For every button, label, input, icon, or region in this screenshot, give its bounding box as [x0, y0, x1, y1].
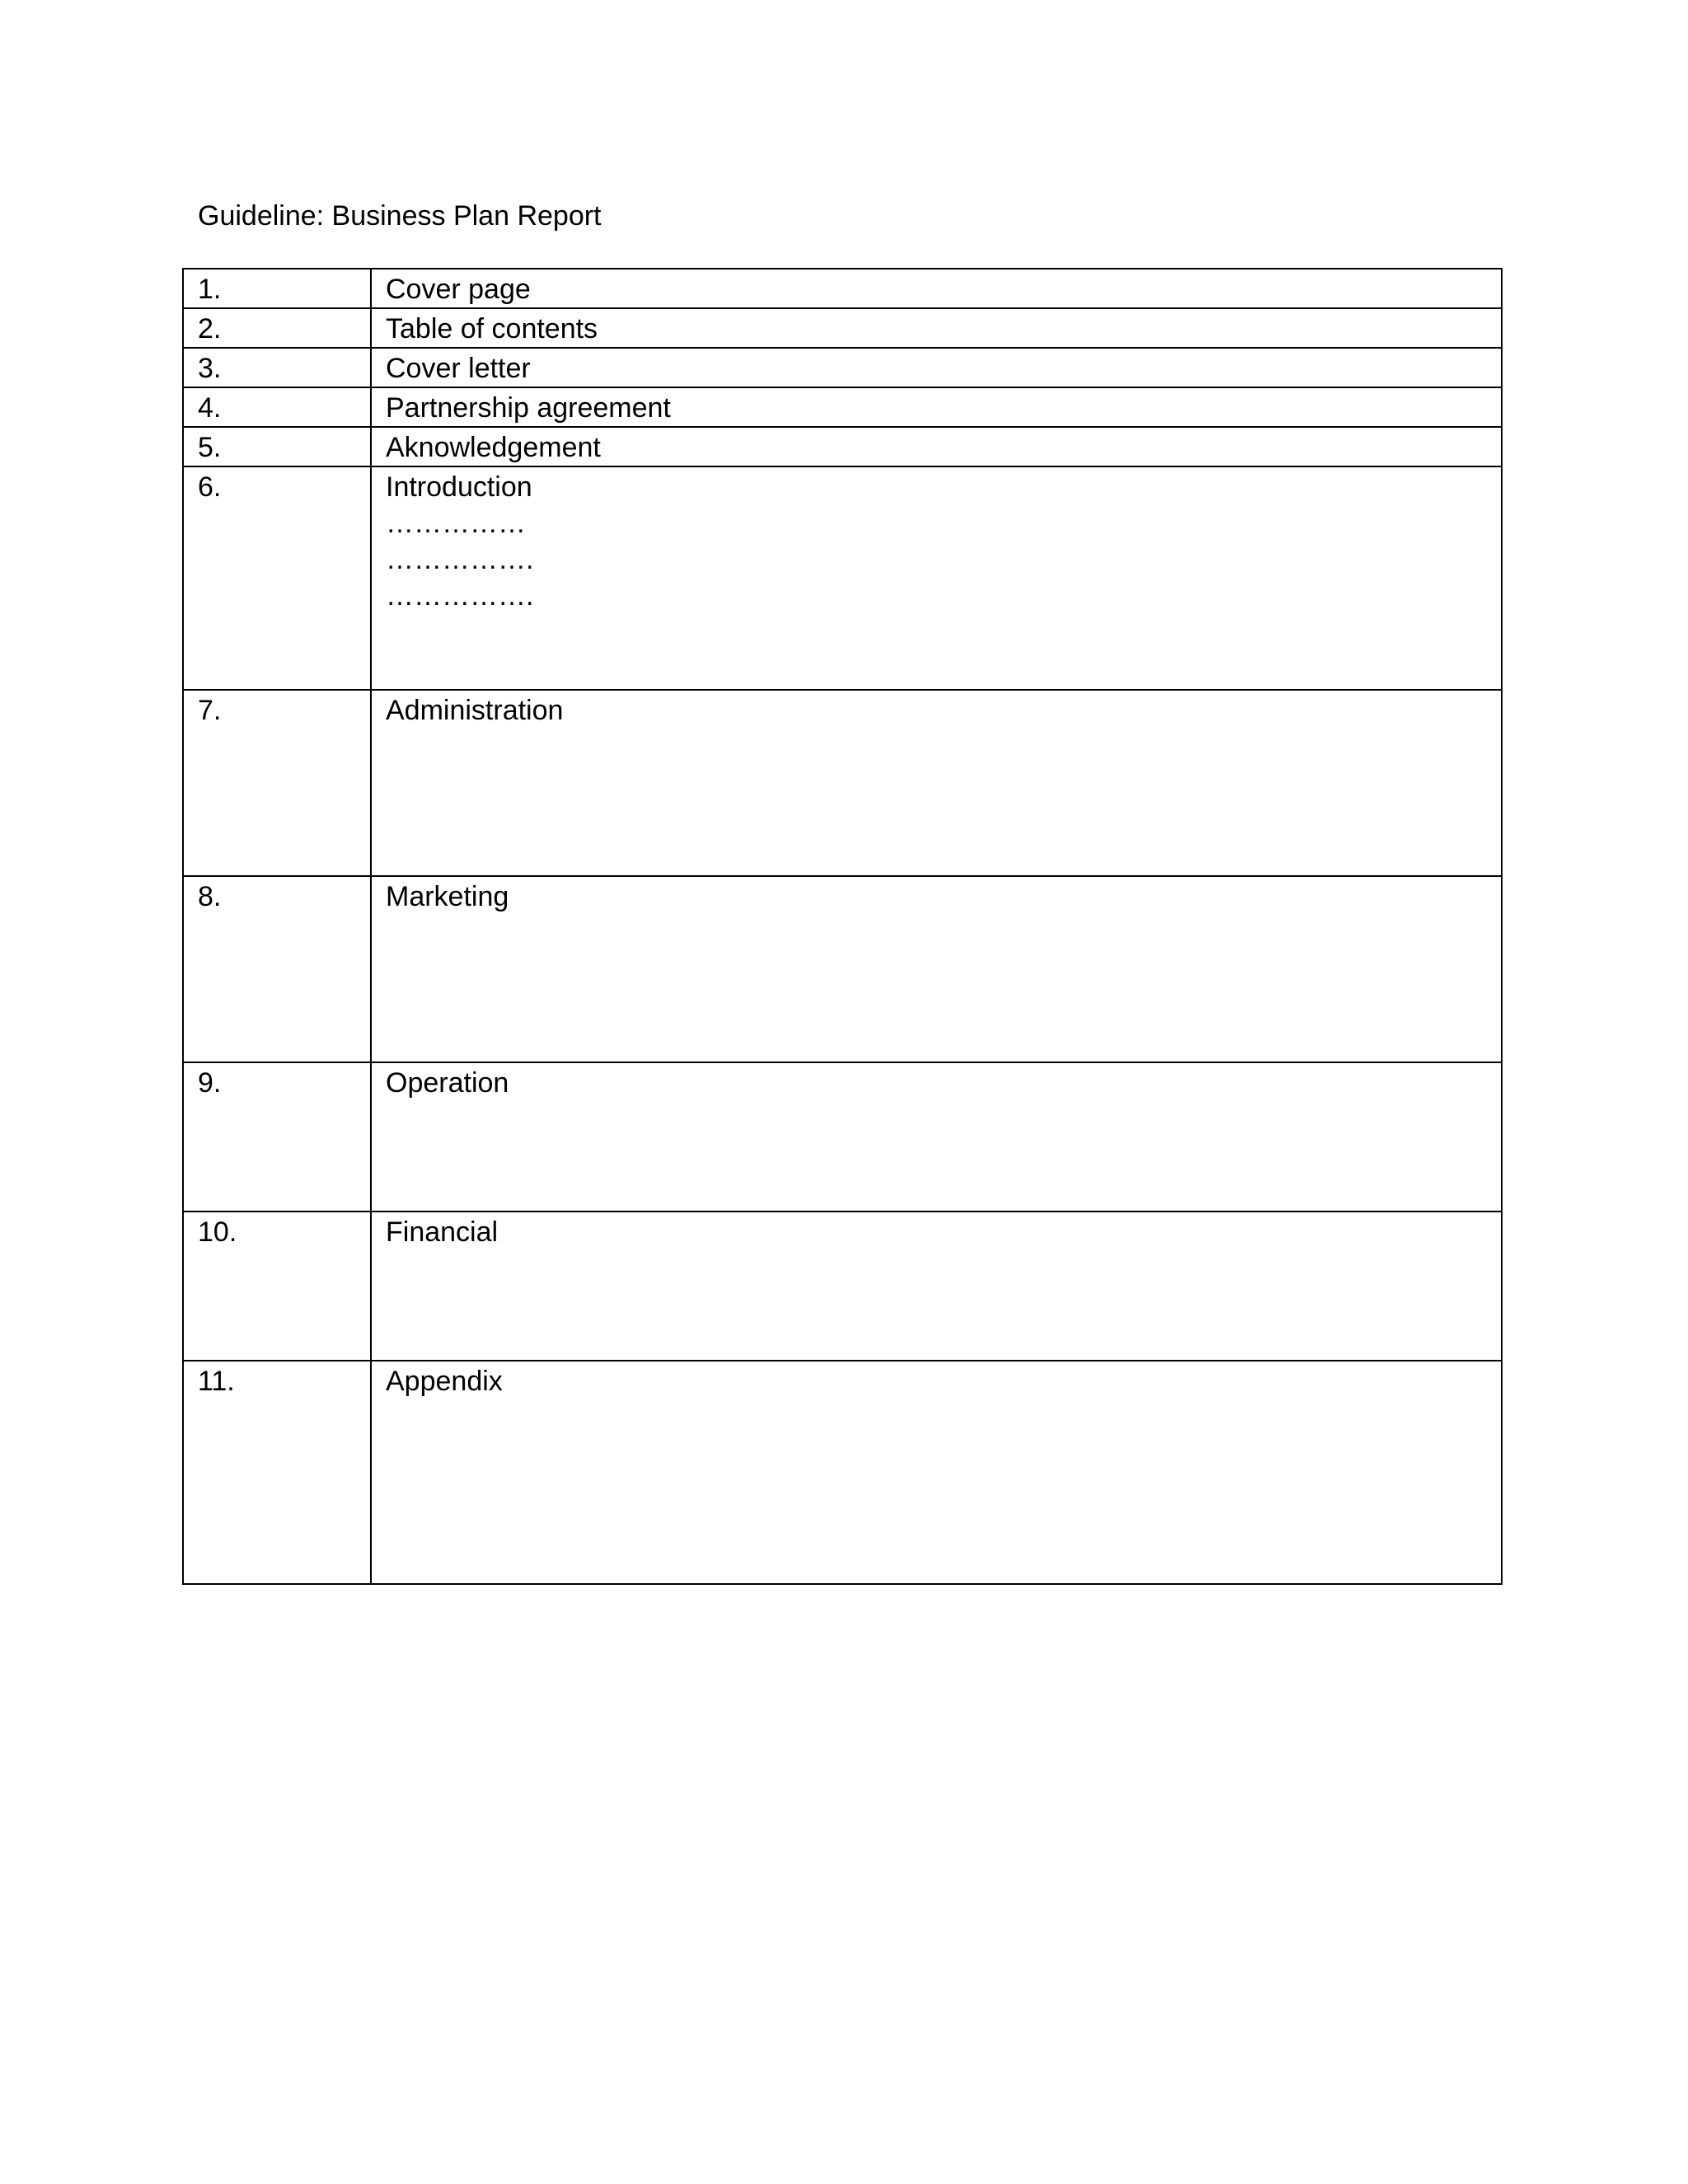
- section-title: Operation: [371, 1062, 1502, 1212]
- section-number: 4.: [183, 387, 371, 427]
- table-row: [183, 427, 1502, 466]
- page-title: Guideline: Business Plan Report: [198, 200, 602, 232]
- section-number: 3.: [183, 348, 371, 387]
- section-title: Aknowledgement: [371, 427, 1502, 466]
- section-number: 7.: [183, 690, 371, 876]
- section-number: 5.: [183, 427, 371, 466]
- section-number: 10.: [183, 1212, 371, 1361]
- section-title: Administration: [371, 690, 1502, 876]
- section-number: 11.: [183, 1361, 371, 1584]
- table-row: [183, 466, 1502, 690]
- section-number: 8.: [183, 876, 371, 1062]
- table-row: [183, 876, 1502, 1062]
- placeholder-dots: …………….: [386, 544, 534, 575]
- section-title: Marketing: [371, 876, 1502, 1062]
- section-cell: [371, 466, 1502, 690]
- table-row: [183, 387, 1502, 427]
- section-number: 1.: [183, 269, 371, 308]
- table-row: [183, 348, 1502, 387]
- section-title: Introduction: [386, 471, 532, 503]
- section-title: Partnership agreement: [371, 387, 1502, 427]
- section-title: Table of contents: [371, 308, 1502, 348]
- section-title: Appendix: [371, 1361, 1502, 1584]
- placeholder-dots: ……………: [386, 508, 526, 539]
- section-number: 9.: [183, 1062, 371, 1212]
- section-title: Cover letter: [371, 348, 1502, 387]
- table-row: [183, 1361, 1502, 1584]
- table-row: [183, 269, 1502, 308]
- table-row: [183, 1212, 1502, 1361]
- placeholder-dots: …………….: [386, 580, 534, 612]
- table-row: [183, 690, 1502, 876]
- table-row: [183, 1062, 1502, 1212]
- section-title: Cover page: [371, 269, 1502, 308]
- section-number: 2.: [183, 308, 371, 348]
- section-title: Financial: [371, 1212, 1502, 1361]
- table-row: [183, 308, 1502, 348]
- section-number: 6.: [183, 466, 371, 690]
- business-plan-outline-table: [182, 268, 1503, 1585]
